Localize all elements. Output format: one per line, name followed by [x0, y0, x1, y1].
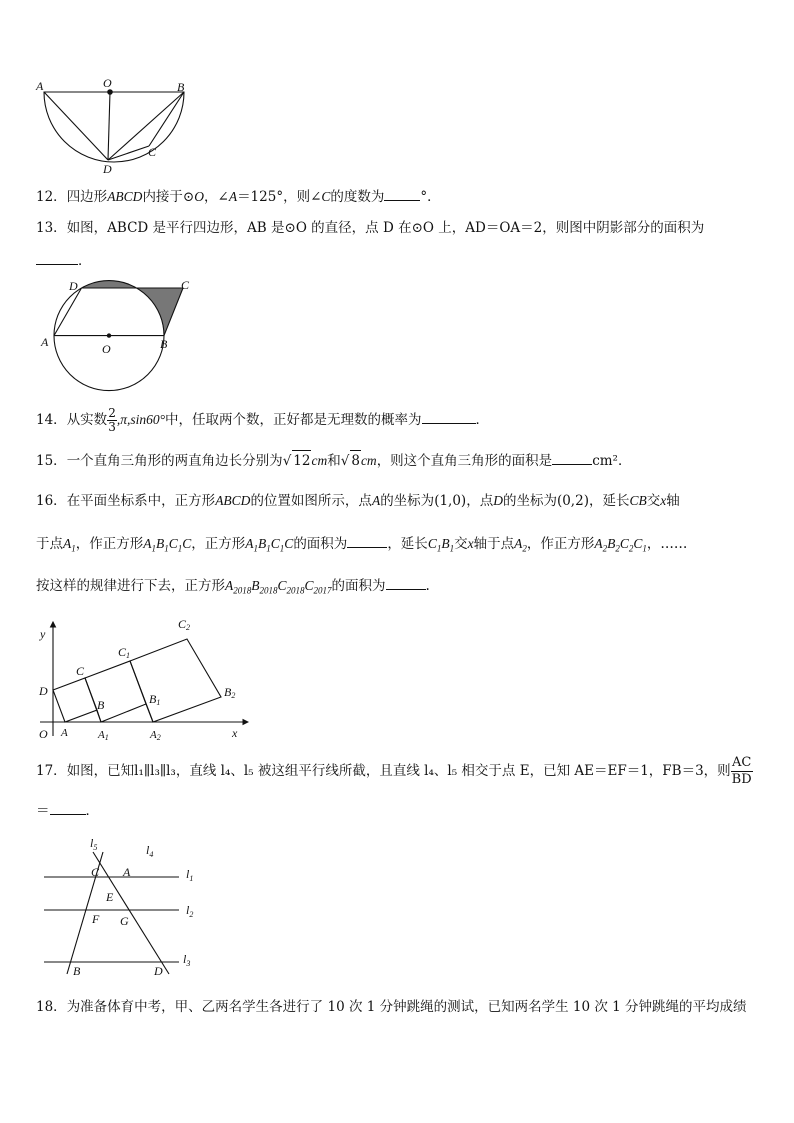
math-abcd: ABCD: [215, 493, 251, 508]
text: ，延长: [387, 536, 428, 552]
label-O: O: [102, 342, 111, 356]
label-C1: C1: [118, 645, 131, 660]
math-c1b1: $C_1B_1$: [427, 536, 455, 554]
label-D: D: [39, 684, 48, 698]
label-C: C: [181, 278, 190, 292]
label-B2: B2: [224, 685, 236, 700]
label-l5: $l_5$: [90, 836, 98, 852]
question-17-answer-line: [36, 800, 99, 821]
answer-blank[interactable]: [384, 186, 420, 201]
numerator: 2: [108, 406, 116, 420]
text: 交: [454, 536, 468, 552]
text: ，……: [646, 536, 688, 552]
label-B: B: [97, 698, 105, 712]
unit: cm: [360, 453, 377, 468]
math-cb: CB: [629, 493, 647, 508]
math-a2: $A_2$: [514, 536, 527, 554]
question-number: 16．: [36, 493, 67, 509]
label-C: C: [148, 145, 157, 159]
question-number: 14．: [36, 412, 67, 428]
question-text: 如图，ABCD 是平行四边形，AB 是⊙O 的直径，点 D 在⊙O 上，AD＝OA＝2，则图中阴影部分的面积为: [66, 220, 705, 236]
label-O: O: [39, 727, 48, 741]
math-a2b2c2c1: $A_2B_2C_2C_1$: [594, 536, 647, 554]
question-13: [36, 218, 704, 238]
text: 从实数: [66, 412, 108, 428]
text: 的位置如图所示，点: [250, 493, 372, 509]
text: 按这样的规律进行下去，正方形: [36, 578, 225, 594]
denominator: BD: [731, 772, 752, 787]
math-c: C: [321, 189, 331, 204]
math-a: A: [371, 493, 381, 508]
text: .: [425, 578, 430, 594]
figure-parallel-lines: [36, 834, 206, 980]
text: ，则这个直角三角形的面积是: [376, 453, 553, 469]
text: 的面积为: [331, 578, 386, 594]
question-13-answer-line: [36, 250, 92, 271]
label-G: G: [120, 914, 129, 928]
math-d: D: [493, 493, 503, 508]
text: 中，任取两个数，正好都是无理数的概率为: [165, 412, 422, 428]
answer-blank[interactable]: [50, 800, 86, 815]
question-number: 17．: [36, 763, 67, 779]
math-o: O: [194, 189, 204, 204]
text: 的度数为: [330, 189, 385, 205]
fraction-ac-bd: [731, 755, 753, 788]
label-A: A: [61, 727, 68, 739]
label-l4: $l_4$: [146, 843, 154, 859]
text: °．: [420, 189, 441, 205]
text: ，正方形: [191, 536, 246, 552]
fraction-two-thirds: [107, 407, 117, 434]
text: ，作正方形: [526, 536, 595, 552]
sqrt-symbol: √: [340, 453, 350, 469]
denominator: 3: [108, 420, 116, 434]
coord-d: (0,2): [556, 493, 589, 509]
math-a1: $A_1$: [63, 536, 76, 554]
label-B: B: [73, 964, 81, 978]
math-x: x: [660, 493, 667, 508]
label-F: F: [92, 912, 100, 926]
label-l2: $l_2$: [186, 903, 194, 919]
figure-coordinate-squares: [34, 614, 256, 742]
question-12: [36, 186, 441, 207]
text: 四边形: [66, 189, 108, 205]
question-16-line-1: [36, 491, 680, 511]
question-14: [36, 405, 489, 435]
label-A1: A1: [98, 729, 109, 742]
text: 轴于点: [473, 536, 515, 552]
text: ，延长: [588, 493, 630, 509]
math-abcd: ABCD: [107, 189, 143, 204]
radicand-12: 12: [292, 450, 311, 471]
text: 于点: [36, 536, 63, 552]
sqrt-symbol: √: [282, 453, 292, 469]
question-16-line-2: [36, 533, 687, 559]
radicand-8: 8: [350, 450, 361, 471]
answer-blank-1[interactable]: [347, 533, 387, 548]
label-C: C: [91, 865, 100, 879]
figure-circle-parallelogram: [36, 276, 206, 404]
answer-blank[interactable]: [36, 250, 78, 265]
math-a2018: $A_{2018}B_{2018}C_{2018}C_{2017}$: [225, 578, 332, 596]
coord-a: (1,0): [434, 493, 467, 509]
label-x: x: [232, 726, 238, 740]
text: 的坐标为: [380, 493, 435, 509]
label-C2: C2: [178, 617, 191, 632]
math-a: A: [228, 189, 238, 204]
question-16-line-3: [36, 575, 430, 601]
label-B1: B1: [149, 692, 161, 707]
label-l1: $l_1$: [186, 867, 194, 883]
question-text: 为准备体育中考，甲、乙两名学生各进行了 10 次 1 分钟跳绳的测试，已知两名学生 10 次 1 分钟跳绳的平均成绩: [66, 999, 747, 1015]
text: 和: [327, 453, 341, 469]
answer-blank[interactable]: [552, 450, 592, 465]
text: 内接于⊙: [142, 189, 195, 205]
text: 的坐标为: [502, 493, 557, 509]
question-18: [36, 997, 747, 1017]
text: ．: [475, 412, 489, 428]
text: ，∠: [204, 189, 229, 205]
question-number: 18．: [36, 999, 67, 1015]
label-C: C: [76, 664, 85, 678]
label-A: A: [36, 79, 44, 93]
answer-blank[interactable]: [422, 409, 476, 424]
question-number: 15．: [36, 453, 67, 469]
math-a1b1c1c-2: $A_1B_1C_1C$: [245, 536, 294, 554]
label-O: O: [103, 76, 112, 90]
text: cm²．: [592, 453, 632, 469]
text: 的面积为: [293, 536, 348, 552]
text: 一个直角三角形的两直角边长分别为: [66, 453, 283, 469]
label-E: E: [106, 890, 114, 904]
math-a1b1c1c: $A_1B_1C_1C$: [143, 536, 192, 554]
text: ，点: [466, 493, 494, 509]
question-17: [36, 752, 753, 790]
label-l3: $l_3$: [183, 952, 191, 968]
label-A2: A2: [150, 729, 161, 742]
label-D: D: [154, 964, 163, 978]
text: ．: [85, 803, 99, 819]
question-number: 12．: [36, 189, 67, 205]
figure-semicircle: [30, 76, 200, 180]
text: 在平面坐标系中，正方形: [66, 493, 216, 509]
label-A: A: [41, 335, 49, 349]
numerator: AC: [731, 755, 752, 770]
text: ＝125°，则∠: [237, 189, 322, 205]
answer-blank-2[interactable]: [386, 575, 426, 590]
text: ．: [78, 253, 92, 269]
label-y: y: [40, 627, 46, 641]
question-text: 如图，已知l₁∥l₃∥l₃，直线 l₄、l₅ 被这组平行线所截，且直线 l₄、l₅ 相交于点 E，已知 AE＝EF＝1，FB＝3，则: [66, 763, 731, 779]
text: ，作正方形: [75, 536, 144, 552]
question-number: 13．: [36, 220, 67, 236]
text: 轴: [666, 493, 680, 509]
math-x: x: [467, 536, 474, 551]
label-A: A: [123, 865, 131, 879]
label-B: B: [177, 80, 185, 94]
math-numbers: ,π,sin60°: [116, 412, 165, 427]
label-D: D: [103, 162, 112, 176]
unit: cm: [311, 453, 328, 468]
equals: ＝: [36, 803, 50, 819]
label-B: B: [160, 337, 168, 351]
question-15: [36, 450, 631, 471]
text: 交: [646, 493, 661, 509]
label-D: D: [69, 279, 78, 293]
